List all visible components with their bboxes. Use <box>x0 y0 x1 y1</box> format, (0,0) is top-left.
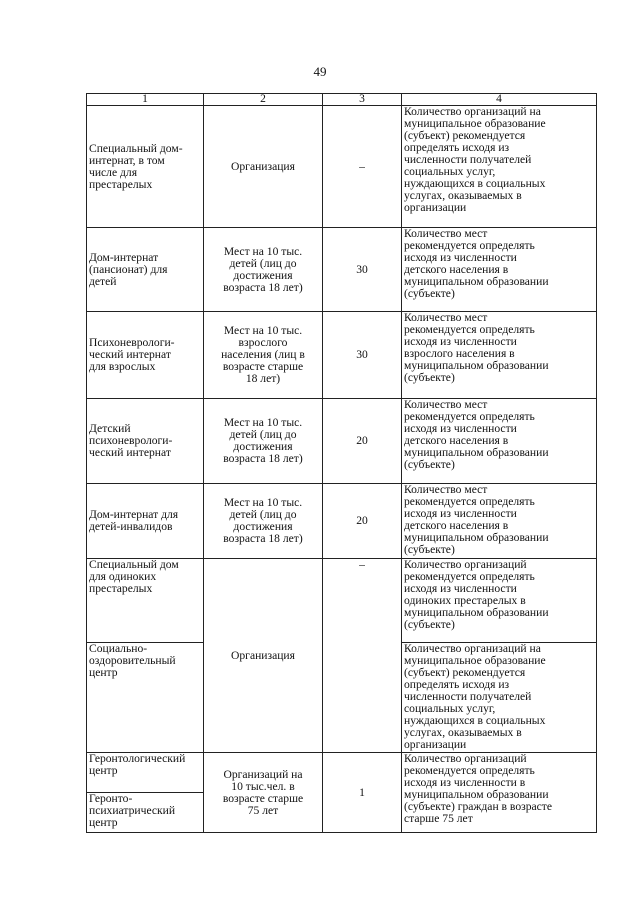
facility-name-cell: Психоневрологи- ческий интернат для взрослых <box>87 312 204 399</box>
norm-value-cell: – <box>323 559 402 753</box>
table-row <box>87 106 597 228</box>
note-cell: Количество мест рекомендуется определять исходя из численности детского населения в муниципальном образовании (субъекте) <box>402 399 597 484</box>
norm-value-cell: – <box>323 106 402 228</box>
table-row <box>87 484 597 559</box>
note-cell: Количество организаций на муниципальное образование (субъект) рекомендуется определять исходя из численности получателей социальных услуг, нуждающихся в социальных услугах, оказываемых в организации <box>402 106 597 228</box>
table-row <box>87 312 597 399</box>
norm-value-cell: 30 <box>323 228 402 312</box>
norm-value-cell: 30 <box>323 312 402 399</box>
table-row <box>87 753 597 793</box>
facility-name-cell: Дом-интернат (пансионат) для детей <box>87 228 204 312</box>
page-number: 49 <box>313 64 327 79</box>
facility-name-cell: Дом-интернат для детей-инвалидов <box>87 484 204 559</box>
header-col-4: 4 <box>402 94 597 106</box>
header-col-3: 3 <box>323 94 402 106</box>
unit-cell: Мест на 10 тыс. детей (лиц до достижения возраста 18 лет) <box>204 484 323 559</box>
table-header-row <box>87 94 597 106</box>
norm-value-cell: 1 <box>323 753 402 833</box>
facility-name-cell: Специальный дом для одиноких престарелых <box>87 559 204 643</box>
table-row <box>87 399 597 484</box>
unit-cell: Организаций на 10 тыс.чел. в возрасте старше 75 лет <box>204 753 323 833</box>
unit-cell: Организация <box>204 559 323 753</box>
header-col-1: 1 <box>87 94 204 106</box>
note-cell: Количество мест рекомендуется определять исходя из численности детского населения в муниципальном образовании (субъекте) <box>402 484 597 559</box>
facility-name-cell: Геронтологический центр <box>87 753 204 793</box>
facility-name-cell: Детский психоневрологи- ческий интернат <box>87 399 204 484</box>
table-row <box>87 559 597 643</box>
unit-cell: Мест на 10 тыс. детей (лиц до достижения возраста 18 лет) <box>204 399 323 484</box>
header-col-2: 2 <box>204 94 323 106</box>
note-cell: Количество организаций на муниципальное образование (субъект) рекомендуется определять исходя из численности получателей социальных услуг, нуждающихся в социальных услугах, оказываемых в организации <box>402 643 597 753</box>
note-cell: Количество мест рекомендуется определять исходя из численности взрослого населения в муниципальном образовании (субъекте) <box>402 312 597 399</box>
unit-cell: Мест на 10 тыс. детей (лиц до достижения возраста 18 лет) <box>204 228 323 312</box>
facility-name-cell: Социально- оздоровительный центр <box>87 643 204 753</box>
unit-cell: Мест на 10 тыс. взрослого населения (лиц в возрасте старше 18 лет) <box>204 312 323 399</box>
note-cell: Количество организаций рекомендуется определять исходя из численности одиноких престарелых в муниципальном образовании (субъекте) <box>402 559 597 643</box>
table-row <box>87 228 597 312</box>
facility-name-cell: Специальный дом- интернат, в том числе для престарелых <box>87 106 204 228</box>
norm-value-cell: 20 <box>323 484 402 559</box>
facility-name-cell: Геронто- психиатрический центр <box>87 793 204 833</box>
standards-table <box>86 93 597 833</box>
note-cell: Количество мест рекомендуется определять исходя из численности детского населения в муниципальном образовании (субъекте) <box>402 228 597 312</box>
unit-cell: Организация <box>204 106 323 228</box>
norm-value-cell: 20 <box>323 399 402 484</box>
note-cell: Количество организаций рекомендуется определять исходя из численности в муниципальном образовании (субъекте) граждан в возрасте старше 75 лет <box>402 753 597 833</box>
